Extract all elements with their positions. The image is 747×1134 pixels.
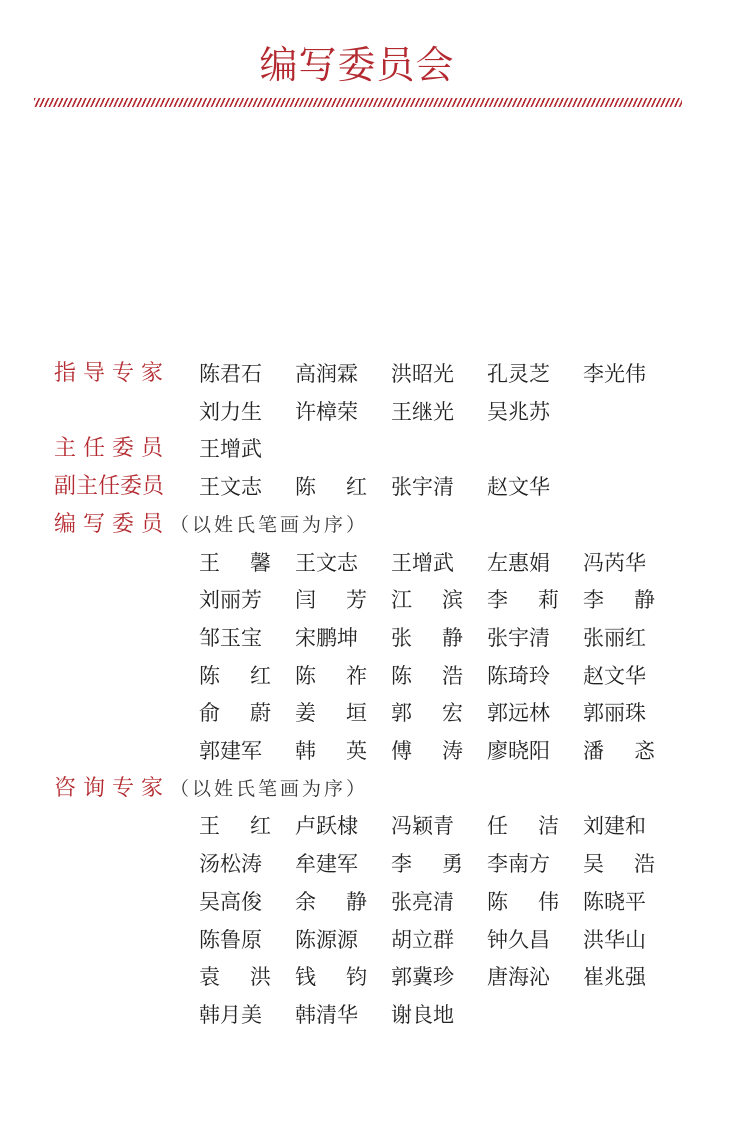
- member-name: 郭冀珍: [391, 965, 454, 990]
- title-divider: [34, 98, 682, 107]
- member-name: 廖晓阳: [487, 739, 550, 763]
- member-name: 陈源源: [295, 927, 358, 952]
- member-name: 洪昭光: [391, 362, 454, 386]
- member-name: 冯颖青: [391, 814, 454, 839]
- member-name: 李南方: [487, 852, 550, 877]
- member-name: 唐海沁: [487, 965, 550, 990]
- member-name: 陈君石: [199, 362, 262, 386]
- member-name: 卢跃棣: [295, 814, 358, 839]
- member-name: 孔灵芝: [487, 362, 550, 386]
- member-name: 郭远林: [487, 701, 550, 726]
- member-name: 潘 忞: [583, 739, 655, 763]
- member-name: 王增武: [391, 550, 454, 575]
- member-name: 钱 钧: [295, 965, 367, 990]
- member-name: 俞 蔚: [199, 701, 271, 726]
- member-name: 陈晓平: [583, 889, 646, 914]
- member-name: 钟久昌: [487, 927, 550, 952]
- member-name: 冯芮华: [583, 550, 646, 575]
- role-heading: [54, 469, 164, 505]
- member-name: 陈 红: [199, 663, 271, 688]
- member-name: 江 滨: [391, 588, 463, 613]
- role-title: 编写委员: [54, 511, 171, 537]
- member-name: 吴高俊: [199, 889, 262, 914]
- role-title: 主任委员: [54, 436, 171, 462]
- member-name: 崔兆强: [583, 965, 646, 990]
- member-name: 汤松涛: [199, 852, 262, 877]
- member-name: 闫 芳: [295, 588, 367, 613]
- member-name: 牟建军: [295, 852, 358, 877]
- member-name: 陈 浩: [391, 663, 463, 688]
- member-name: 郭 宏: [391, 701, 463, 726]
- member-name: 张丽红: [583, 625, 646, 650]
- member-name: 王文志: [295, 550, 358, 575]
- member-name: 刘力生: [199, 399, 262, 424]
- member-name: 吴 浩: [583, 852, 655, 877]
- member-name: 王继光: [391, 399, 454, 424]
- member-name: 李 勇: [391, 852, 463, 877]
- member-name: 赵文华: [583, 663, 646, 688]
- member-name: 洪华山: [583, 927, 646, 952]
- member-name: 高润霖: [295, 362, 358, 386]
- member-name: 张宇清: [487, 625, 550, 650]
- member-name: 谢良地: [391, 1002, 454, 1027]
- member-name: 王增武: [199, 437, 262, 462]
- member-name: 姜 垣: [295, 701, 367, 726]
- member-name: 邹玉宝: [199, 625, 262, 650]
- member-name: 陈 伟: [487, 889, 559, 914]
- member-name: 郭丽珠: [583, 701, 646, 726]
- role-heading: [54, 431, 170, 467]
- member-name: 刘建和: [583, 814, 646, 839]
- member-name: 傅 涛: [391, 739, 463, 763]
- member-name: 左惠娟: [487, 550, 550, 575]
- member-name: 陈 红: [295, 475, 367, 500]
- role-heading: [54, 771, 368, 807]
- member-name: 陈琦玲: [487, 663, 550, 688]
- member-name: 余 静: [295, 889, 367, 914]
- member-name: 袁 洪: [199, 965, 271, 990]
- member-name: 郭建军: [199, 739, 262, 763]
- member-name: 王 红: [199, 814, 271, 839]
- member-name: 王 馨: [199, 550, 271, 575]
- member-name: 韩月美: [199, 1002, 262, 1027]
- member-name: 韩 英: [295, 739, 367, 763]
- ordering-note: （以姓氏笔画为序）: [170, 513, 369, 536]
- member-name: 刘丽芳: [199, 588, 262, 613]
- member-name: 李光伟: [583, 362, 646, 386]
- member-name: 张 静: [391, 625, 463, 650]
- member-name: 韩清华: [295, 1002, 358, 1027]
- member-name: 王文志: [199, 475, 262, 500]
- member-name: 张亮清: [391, 889, 454, 914]
- member-name: 许樟荣: [295, 399, 358, 424]
- member-name: 李 静: [583, 588, 655, 613]
- role-title: 指导专家: [54, 361, 171, 386]
- page-title: 编写委员会: [259, 43, 455, 87]
- member-name: 李 莉: [487, 588, 559, 613]
- member-name: 吴兆苏: [487, 399, 550, 424]
- member-name: 陈鲁原: [199, 927, 262, 952]
- member-name: 胡立群: [391, 927, 454, 952]
- member-name: 任 洁: [487, 814, 559, 839]
- member-name: 张宇清: [391, 475, 454, 500]
- member-name: 宋鹏坤: [295, 625, 358, 650]
- member-name: 赵文华: [487, 475, 550, 500]
- role-title: 副主任委员: [54, 474, 165, 500]
- role-heading: [54, 356, 170, 392]
- ordering-note: （以姓氏笔画为序）: [170, 777, 369, 800]
- member-name: 陈 祚: [295, 663, 367, 688]
- role-heading: [54, 507, 368, 543]
- role-title: 咨询专家: [54, 775, 171, 801]
